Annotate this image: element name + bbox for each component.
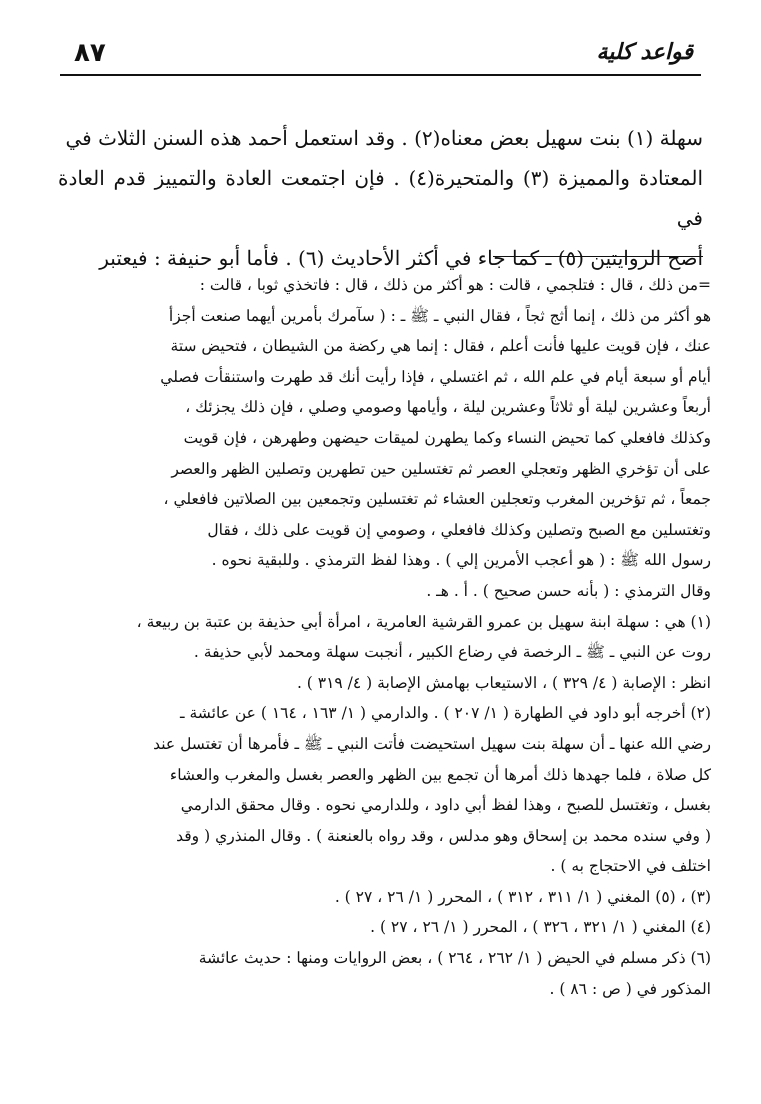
footnote-line: وقال الترمذي : ( بأنه حسن صحيح ) . أ . هـ . xyxy=(426,581,711,600)
footnote-line: كل صلاة ، فلما جهدها ذلك أمرها أن تجمع بين الظهر والعصر بغسل والمغرب والعشاء xyxy=(169,765,711,784)
footnote-4 xyxy=(58,912,711,943)
main-text xyxy=(58,118,703,278)
page-header xyxy=(60,34,701,76)
footnote-line: (٢) أخرجه أبو داود في الطهارة ( ١/ ٢٠٧ ) . والدارمي ( ١/ ١٦٣ ، ١٦٤ ) عن عائشة ـ xyxy=(180,704,711,723)
main-text-line: المعتادة والمميزة (٣) والمتحيرة(٤) . فإن اجتمعت العادة والتمييز قدم العادة في xyxy=(58,166,704,230)
footnote-line: (١) هي : سهلة ابنة سهيل بن عمرو القرشية العامرية ، امرأة أبي حذيفة بن عتبة بن ربيعة ، xyxy=(136,612,711,631)
main-text-line: أصح الروايتين (٥) ـ كما جاء في أكثر الأحاديث (٦) . فأما أبو حنيفة : فيعتبر xyxy=(99,246,703,270)
footnote-2 xyxy=(58,698,711,882)
main-text-line: سهلة (١) بنت سهيل بعض معناه(٢) . وقد استعمل أحمد هذه السنن الثلاث في xyxy=(65,126,703,150)
footnote-line: رسول الله ﷺ : ( هو أعجب الأمرين إلي ) . وهذا لفظ الترمذي . وللبقية نحوه . xyxy=(211,551,711,570)
footnotes xyxy=(58,270,711,1004)
footnote-line: هو أكثر من ذلك ، إنما أثج ثجاً ، فقال النبي ـ ﷺ ـ : ( سآمرك بأمرين أيهما صنعت أجزأ xyxy=(168,306,711,325)
page-number: ٨٧ xyxy=(74,38,106,68)
footnote-line: ( وفي سنده محمد بن إسحاق وهو مدلس ، وقد رواه بالعنعنة ) . وقال المنذري ( وقد xyxy=(176,826,711,845)
footnote-line: على أن تؤخري الظهر وتعجلي العصر ثم تغتسلين حين تطهرين وتصلين الظهر والعصر xyxy=(171,459,711,478)
footnote-line: أيام أو سبعة أيام في علم الله ، ثم اغتسلي ، فإذا رأيت أنك قد طهرت واستنقأت فصلي xyxy=(160,367,711,386)
footnote-line: المذكور في ( ص : ٨٦ ) . xyxy=(549,979,711,998)
footnote-6 xyxy=(58,943,711,1004)
footnote-line: بغسل ، وتغتسل للصبح ، وهذا لفظ أبي داود ، وللدارمي نحوه . وقال محقق الدارمي xyxy=(180,796,711,815)
footnote-line: روت عن النبي ـ ﷺ ـ الرخصة في رضاع الكبير ، أنجبت سهلة ومحمد لأبي حذيفة . xyxy=(193,643,711,662)
footnote-3-5 xyxy=(58,882,711,913)
footnote-1 xyxy=(58,607,711,699)
footnote-line: اختلف في الاحتجاج به ) . xyxy=(550,857,711,876)
footnote-line: (٦) ذكر مسلم في الحيض ( ١/ ٢٦٢ ، ٢٦٤ ) ، بعض الروايات ومنها : حديث عائشة xyxy=(198,949,711,968)
footnote-continuation xyxy=(58,270,711,607)
footnote-line: =من ذلك ، قال : فتلجمي ، قالت : هو أكثر من ذلك ، قال : فاتخذي ثوبا ، قالت : xyxy=(199,276,711,294)
footnote-line: وكذلك فافعلي كما تحيض النساء وكما يطهرن لميقات حيضهن وطهرهن ، فإن قويت xyxy=(183,428,711,447)
footnote-line: وتغتسلين مع الصبح وتصلين وكذلك فافعلي ، وصومي إن قويت على ذلك ، فقال xyxy=(207,520,711,539)
footnote-line: عنك ، فإن قويت عليها فأنت أعلم ، فقال : إنما هي ركضة من الشيطان ، فتحيض ستة xyxy=(170,337,711,356)
footnote-line: (٣) ، (٥) المغني ( ١/ ٣١١ ، ٣١٢ ) ، المحرر ( ١/ ٢٦ ، ٢٧ ) . xyxy=(334,887,711,906)
footnote-line: أربعاً وعشرين ليلة أو ثلاثاً وعشرين ليلة ، وأيامها وصومي وصلي ، فإن ذلك يجزئك ، xyxy=(185,398,711,417)
footnote-line: رضي الله عنها ـ أن سهلة بنت سهيل استحيضت فأتت النبي ـ ﷺ ـ فأمرها أن تغتسل عند xyxy=(153,734,711,753)
footnote-line: جمعاً ، ثم تؤخرين المغرب وتعجلين العشاء ثم تغتسلين وتجمعين بين الصلاتين فافعلي ، xyxy=(163,490,711,509)
footnote-separator xyxy=(493,256,703,257)
footnote-line: (٤) المغني ( ١/ ٣٢١ ، ٣٢٦ ) ، المحرر ( ١/ ٢٦ ، ٢٧ ) . xyxy=(370,918,711,937)
footnote-line: انظر : الإصابة ( ٤/ ٣٢٩ ) ، الاستيعاب بهامش الإصابة ( ٤/ ٣١٩ ) . xyxy=(296,673,711,692)
running-title: قواعد كلية xyxy=(596,40,693,65)
